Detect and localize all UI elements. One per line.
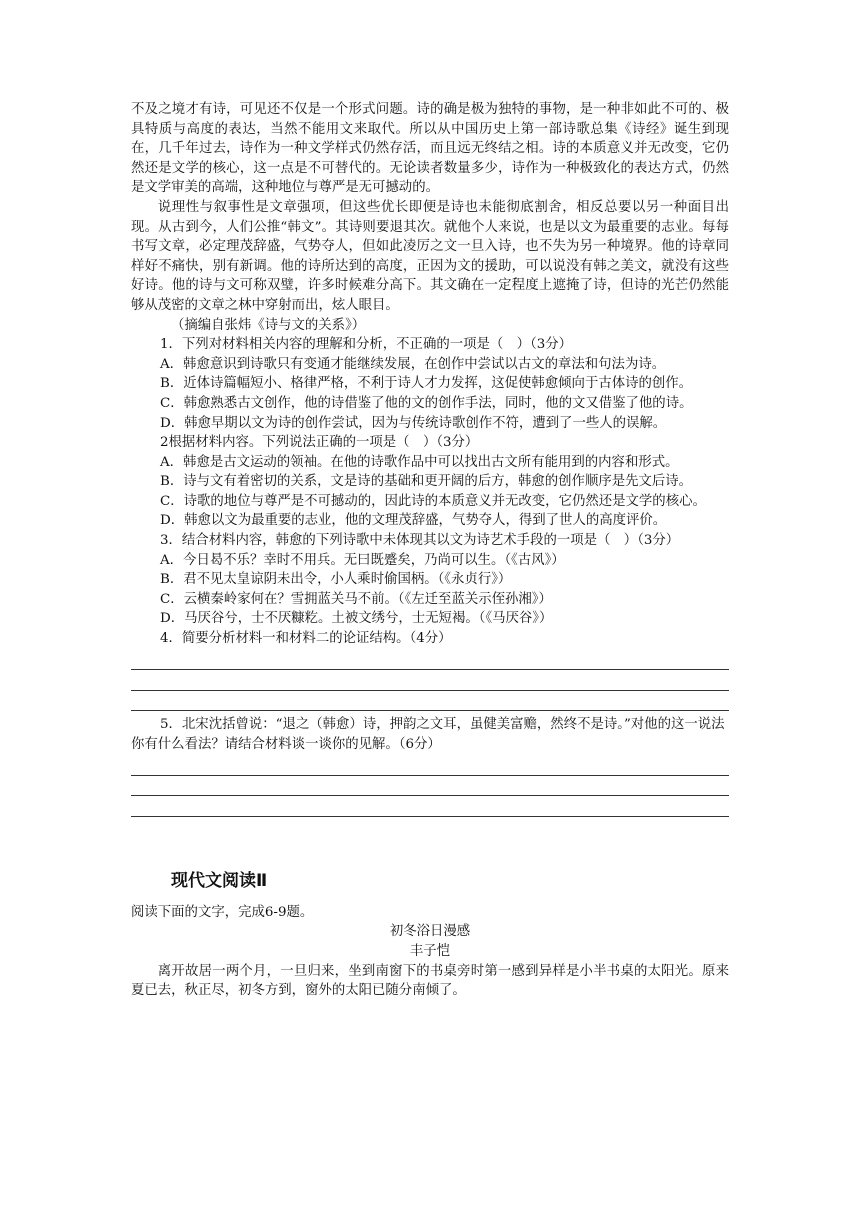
material-paragraph-1: 不及之境才有诗，可见还不仅是一个形式问题。诗的确是极为独特的事物，是一种非如此不可的、极具特质与高度的表达，当然不能用文来取代。所以从中国历史上第一部诗歌总集《诗经》诞生到现在，几千年过去，诗作为一种文学样式仍然存活，而且远无终结之相。诗的本质意义并无改变，它仍然还是文学的核心，这一点是不可替代的。无论读者数量多少，诗作为一种极致化的表达方式，仍然是文学审美的高端，这种地位与尊严是无可撼动的。 (131, 102, 729, 196)
document-page (131, 100, 729, 1001)
question-5-answer-area[interactable] (131, 755, 729, 817)
question-3-option-c: C．云横秦岭家何在？雪拥蓝关马不前。（《左迁至蓝关示侄孙湘》） (160, 591, 552, 607)
answer-line[interactable] (131, 670, 729, 691)
question-1-option-a: A．韩愈意识到诗歌只有变通才能继续发展，在创作中尝试以古文的章法和句法为诗。 (160, 356, 666, 372)
source-citation: （摘编自张炜《诗与文的关系》） (171, 317, 366, 333)
question-3-stem: 3．结合材料内容，韩愈的下列诗歌中未体现其以文为诗艺术手段的一项是（ ）（3分） (160, 533, 680, 549)
answer-line[interactable] (131, 691, 729, 712)
question-5-stem: 5．北宋沈括曾说：“退之（韩愈）诗，押韵之文耳，虽健美富赡，然终不是诗。”对他的这一说法你有什么看法？请结合材料谈一谈你的见解。（6分） (131, 717, 725, 752)
question-1-stem: 1．下列对材料相关内容的理解和分析，不正确的一项是（ ）（3分） (160, 337, 573, 353)
section-instruction: 阅读下面的文字，完成6-9题。 (131, 904, 314, 920)
essay-paragraph-1: 离开故居一两个月，一旦归来，坐到南窗下的书桌旁时第一感到异样是小半书桌的太阳光。原来夏已去，秋正尽，初冬方到，窗外的太阳已随分南倾了。 (131, 963, 729, 999)
essay-author: 丰子恺 (409, 944, 451, 959)
question-3-option-b: B．君不见太皇谅阴未出令，小人乘时偷国柄。（《永贞行》） (160, 572, 512, 588)
question-4-stem: 4．简要分析材料一和材料二的论证结构。（4分） (160, 631, 452, 647)
question-2-option-a: A．韩愈是古文运动的领袖。在他的诗歌作品中可以找出古文所有能用到的内容和形式。 (160, 454, 679, 470)
question-1-option-b: B．近体诗篇幅短小、格律严格，不利于诗人才力发挥，这促使韩愈倾向于古体诗的创作。 (160, 376, 693, 392)
material-paragraph-2: 说理性与叙事性是文章强项，但这些优长即便是诗也未能彻底割舍，相反总要以另一种面目出现。从古到今，人们公推“韩文”。其诗则要退其次。就他个人来说，也是以文为最重要的志业。每每书写文章，必定理茂辞盛，气势夺人，但如此凌厉之文一旦入诗，也不失为另一种境界。他的诗章同样好不痛快，别有新调。他的诗所达到的高度，正因为文的援助，可以说没有韩之美文，就没有这些好诗。他的诗与文可称双璧，许多时候难分高下。其文确在一定程度上遮掩了诗，但诗的光芒仍然能够从茂密的文章之林中穿射而出，炫人眼目。 (131, 199, 729, 313)
question-4-answer-area[interactable] (131, 650, 729, 712)
answer-line[interactable] (131, 650, 729, 671)
question-2-stem: 2根据材料内容。下列说法正确的一项是（ ）（3分） (160, 435, 479, 451)
question-2-option-b: B．诗与文有着密切的关系，文是诗的基础和更开阔的后方，韩愈的创作顺序是先文后诗。 (160, 474, 693, 490)
answer-line[interactable] (131, 796, 729, 817)
section-title: 现代文阅读Ⅱ (171, 870, 268, 891)
question-2-option-d: D．韩愈以文为最重要的志业，他的文理茂辞盛，气势夺人，得到了世人的高度评价。 (160, 513, 667, 529)
answer-line[interactable] (131, 776, 729, 797)
answer-line[interactable] (131, 755, 729, 776)
question-3-option-d: D．马厌谷兮，士不厌糠籺。土被文绣兮，士无短褐。（《马厌谷》） (160, 611, 553, 627)
question-3-option-a: A．今日曷不乐？幸时不用兵。无曰既蹙矣，乃尚可以生。（《古风》） (160, 552, 565, 568)
question-2-option-c: C．诗歌的地位与尊严是不可撼动的，因此诗的本质意义并无改变，它仍然还是文学的核心。 (160, 493, 706, 509)
essay-title: 初冬浴日漫感 (389, 924, 471, 940)
question-1-option-d: D．韩愈早期以文为诗的创作尝试，因为与传统诗歌创作不符，遭到了一些人的误解。 (160, 415, 667, 431)
question-1-option-c: C．韩愈熟悉古文创作，他的诗借鉴了他的文的创作手法，同时，他的文又借鉴了他的诗。 (160, 395, 693, 411)
